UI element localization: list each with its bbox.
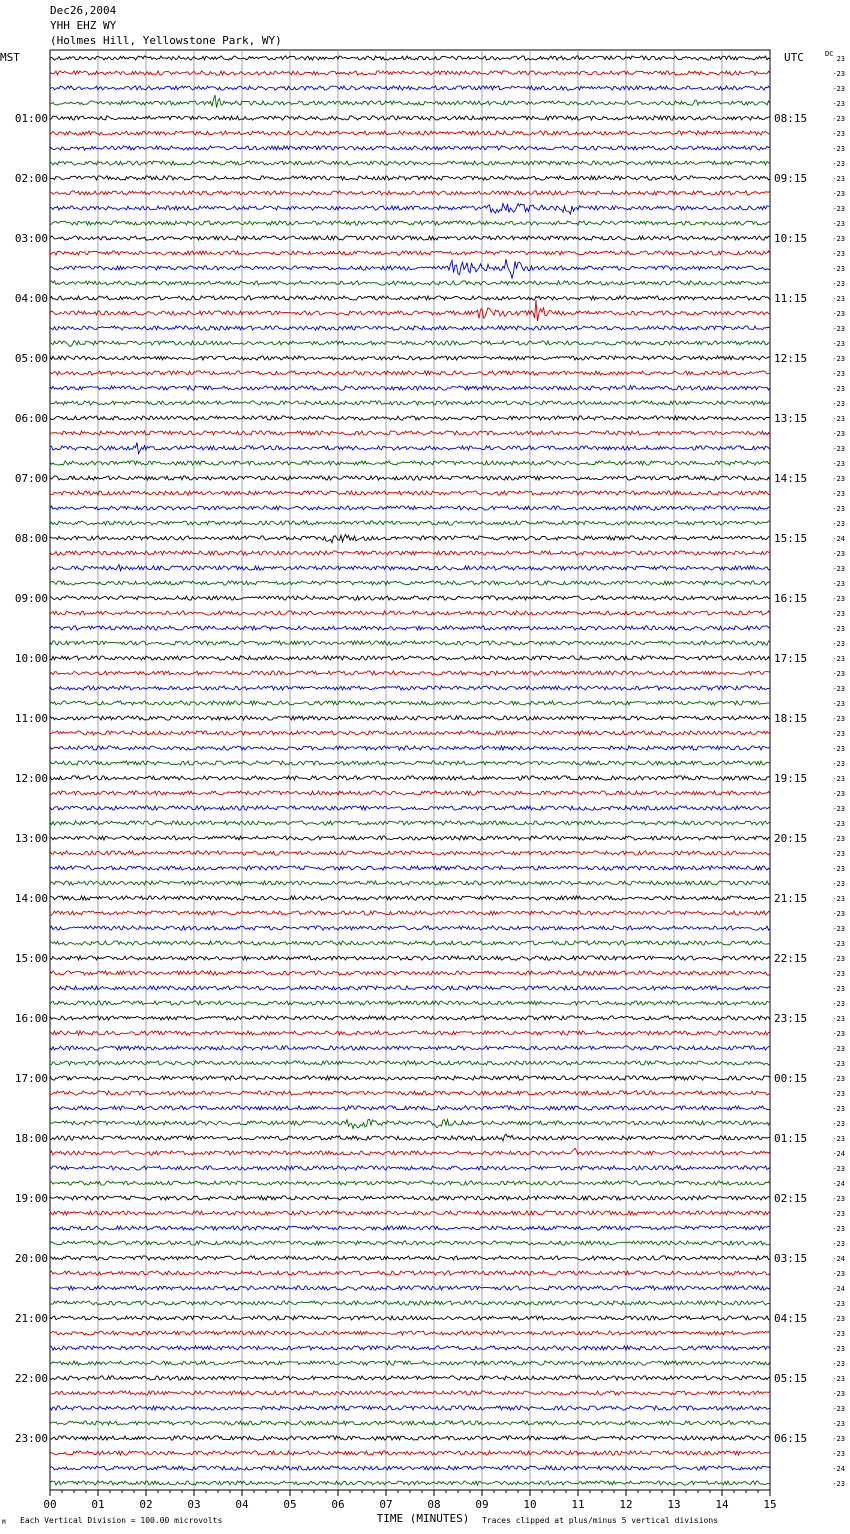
dc-offset-label: -23 xyxy=(832,385,845,393)
dc-offset-label: -23 xyxy=(832,1375,845,1383)
seismic-trace xyxy=(50,851,770,855)
dc-offset-label: -23 xyxy=(832,1405,845,1413)
seismic-trace xyxy=(50,1061,770,1065)
dc-offset-label: -23 xyxy=(832,145,845,153)
seismic-trace xyxy=(50,1346,770,1350)
mst-hour-label: 05:00 xyxy=(14,352,48,365)
dc-offset-label: -23 xyxy=(832,910,845,918)
dc-offset-label: -23 xyxy=(832,685,845,693)
dc-offset-label: -23 xyxy=(832,715,845,723)
dc-offset-label: -23 xyxy=(832,340,845,348)
seismic-trace xyxy=(50,296,770,300)
clip-note: Traces clipped at plus/minus 5 vertical divisions xyxy=(482,1516,719,1525)
seismic-trace xyxy=(50,161,770,165)
dc-offset-label: -23 xyxy=(832,730,845,738)
utc-hour-label: 00:15 xyxy=(774,1072,808,1085)
dc-offset-label: -23 xyxy=(832,745,845,753)
x-tick-label: 05 xyxy=(283,1498,297,1511)
utc-hour-label: 17:15 xyxy=(774,652,808,665)
seismic-trace xyxy=(50,371,770,375)
dc-offset-label: -23 xyxy=(832,280,845,288)
seismic-trace xyxy=(50,581,770,585)
dc-offset-label: -23 xyxy=(832,760,845,768)
utc-hour-label: 18:15 xyxy=(774,712,808,725)
seismic-trace xyxy=(50,611,770,615)
dc-offset-label: -23 xyxy=(832,1360,845,1368)
dc-offset-label: -23 xyxy=(832,805,845,813)
dc-offset-label: -23 xyxy=(832,895,845,903)
mst-hour-label: 08:00 xyxy=(14,532,48,545)
seismic-trace xyxy=(50,131,770,135)
seismic-trace xyxy=(50,776,770,780)
seismic-trace xyxy=(50,326,770,330)
dc-offset-label: -23 xyxy=(832,475,845,483)
dc-offset-label: -23 xyxy=(832,1240,845,1248)
dc-offset-label: -23 xyxy=(832,400,845,408)
seismic-trace xyxy=(50,1031,770,1035)
mst-hour-label: 12:00 xyxy=(14,772,48,785)
utc-hour-label: 04:15 xyxy=(774,1312,808,1325)
dc-offset-label: -24 xyxy=(832,1285,845,1293)
seismic-trace xyxy=(50,821,770,825)
seismic-trace xyxy=(50,191,770,195)
seismic-trace xyxy=(50,431,770,435)
dc-offset-label: -23 xyxy=(832,850,845,858)
seismic-trace xyxy=(50,1106,770,1110)
x-tick-label: 14 xyxy=(715,1498,729,1511)
seismic-trace xyxy=(50,716,770,720)
mst-hour-label: 13:00 xyxy=(14,832,48,845)
dc-offset-label: -23 xyxy=(832,640,845,648)
seismic-trace xyxy=(50,341,770,347)
seismic-trace xyxy=(50,701,770,705)
utc-hour-label: 13:15 xyxy=(774,412,808,425)
utc-hour-label: 05:15 xyxy=(774,1372,808,1385)
dc-offset-label: -23 xyxy=(832,580,845,588)
seismic-trace xyxy=(50,251,770,255)
seismic-trace xyxy=(50,236,770,240)
utc-hour-label: 08:15 xyxy=(774,112,808,125)
seismic-trace xyxy=(50,1421,770,1425)
dc-offset-label: -23 xyxy=(832,1420,845,1428)
dc-offset-label: -23 xyxy=(832,370,845,378)
x-tick-label: 13 xyxy=(667,1498,681,1511)
right-axis-label: UTC xyxy=(784,51,804,64)
seismic-trace xyxy=(50,791,770,795)
dc-offset-label: -23 xyxy=(832,1390,845,1398)
seismic-trace xyxy=(50,986,770,990)
seismic-trace xyxy=(50,476,770,480)
utc-hour-label: 20:15 xyxy=(774,832,808,845)
x-axis-label: TIME (MINUTES) xyxy=(376,1512,470,1525)
dc-offset-label: -23 xyxy=(832,955,845,963)
utc-hour-label: 01:15 xyxy=(774,1132,808,1145)
seismic-trace xyxy=(50,641,770,645)
dc-offset-label: -23 xyxy=(832,220,845,228)
seismic-trace xyxy=(50,535,770,543)
dc-offset-label: -23 xyxy=(832,415,845,423)
seismic-trace xyxy=(50,71,770,75)
seismic-trace xyxy=(50,1076,770,1080)
dc-offset-label: -23 xyxy=(832,205,845,213)
seismic-trace xyxy=(50,176,770,180)
seismic-trace xyxy=(50,259,770,278)
seismic-trace xyxy=(50,1286,770,1290)
seismic-trace xyxy=(50,1331,770,1335)
dc-offset-label: -23 xyxy=(832,1345,845,1353)
dc-offset-label: -23 xyxy=(832,85,845,93)
utc-hour-label: 03:15 xyxy=(774,1252,808,1265)
x-tick-label: 06 xyxy=(331,1498,345,1511)
seismic-trace xyxy=(50,521,770,525)
seismic-trace xyxy=(50,491,770,495)
mst-hour-label: 09:00 xyxy=(14,592,48,605)
seismic-trace xyxy=(50,896,770,900)
seismic-trace xyxy=(50,1436,770,1440)
left-axis-label: MST xyxy=(0,51,20,64)
seismic-trace xyxy=(50,401,770,405)
scale-note: Each Vertical Division = 100.00 microvolts xyxy=(20,1516,223,1525)
dc-offset-label: -23 xyxy=(832,175,845,183)
seismic-trace xyxy=(50,746,770,750)
dc-offset-label: -23 xyxy=(832,295,845,303)
x-tick-label: 10 xyxy=(523,1498,537,1511)
x-tick-label: 02 xyxy=(139,1498,153,1511)
x-tick-label: 11 xyxy=(571,1498,585,1511)
seismic-trace xyxy=(50,911,770,915)
dc-offset-label: -23 xyxy=(832,460,845,468)
dc-offset-label: -23 xyxy=(832,1330,845,1338)
seismic-trace xyxy=(50,1481,770,1485)
utc-hour-label: 15:15 xyxy=(774,532,808,545)
dc-offset-label: -23 xyxy=(832,310,845,318)
dc-offset-label: -23 xyxy=(832,1030,845,1038)
seismic-trace xyxy=(50,1148,770,1155)
x-tick-label: 00 xyxy=(43,1498,57,1511)
seismic-trace xyxy=(50,1361,770,1365)
seismic-trace xyxy=(50,1241,770,1245)
dc-offset-label: -23 xyxy=(832,940,845,948)
station-code: YHH EHZ WY xyxy=(50,19,117,32)
seismic-trace xyxy=(50,416,770,420)
mst-hour-label: 01:00 xyxy=(14,112,48,125)
seismic-trace xyxy=(50,1271,770,1275)
dc-offset-label: -23 xyxy=(832,1315,845,1323)
mst-hour-label: 02:00 xyxy=(14,172,48,185)
mst-hour-label: 04:00 xyxy=(14,292,48,305)
seismic-trace xyxy=(50,1316,770,1320)
dc-offset-label: -23 xyxy=(832,550,845,558)
mst-hour-label: 10:00 xyxy=(14,652,48,665)
seismic-trace xyxy=(50,1376,770,1380)
mst-hour-label: 15:00 xyxy=(14,952,48,965)
seismic-trace xyxy=(50,146,770,150)
corner-mark: M xyxy=(2,1519,6,1526)
dc-offset-label: -23 xyxy=(832,445,845,453)
dc-offset-label: -23 xyxy=(832,265,845,273)
dc-offset-label: -23 xyxy=(832,1060,845,1068)
dc-offset-label: -23 xyxy=(832,1450,845,1458)
dc-offset-label: -23 xyxy=(832,865,845,873)
seismic-trace xyxy=(50,866,770,870)
utc-hour-label: 06:15 xyxy=(774,1432,808,1445)
utc-hour-label: 19:15 xyxy=(774,772,808,785)
dc-offset-label: -23 xyxy=(832,235,845,243)
seismic-trace xyxy=(50,1196,770,1200)
dc-offset-label: -23 xyxy=(832,430,845,438)
dc-offset-label: -23 xyxy=(832,985,845,993)
utc-hour-label: 10:15 xyxy=(774,232,808,245)
seismic-trace xyxy=(50,116,770,120)
utc-hour-label: 09:15 xyxy=(774,172,808,185)
seismic-trace xyxy=(50,1001,770,1005)
dc-offset-label: -23 xyxy=(832,1270,845,1278)
dc-offset-label: -24 xyxy=(832,1180,845,1188)
dc-offset-label: -24 xyxy=(832,535,845,543)
mst-hour-label: 19:00 xyxy=(14,1192,48,1205)
utc-hour-label: 21:15 xyxy=(774,892,808,905)
dc-offset-label: -23 xyxy=(832,115,845,123)
seismic-trace xyxy=(50,86,770,90)
dc-offset-label: -23 xyxy=(832,355,845,363)
seismic-trace xyxy=(50,761,770,765)
dc-offset-label: -23 xyxy=(832,1105,845,1113)
mst-hour-label: 23:00 xyxy=(14,1432,48,1445)
seismic-trace xyxy=(50,281,770,285)
dc-offset-label: -23 xyxy=(832,505,845,513)
seismic-trace xyxy=(50,656,770,660)
dc-offset-label: -23 xyxy=(832,1045,845,1053)
utc-hour-label: 02:15 xyxy=(774,1192,808,1205)
dc-offset-label: -23 xyxy=(832,1480,845,1488)
recording-date: Dec26,2004 xyxy=(50,4,117,17)
seismic-trace xyxy=(50,461,770,465)
mst-hour-label: 11:00 xyxy=(14,712,48,725)
mst-hour-label: 16:00 xyxy=(14,1012,48,1025)
dc-offset-label: -23 xyxy=(832,1015,845,1023)
seismic-trace xyxy=(50,1091,770,1095)
dc-offset-label: -23 xyxy=(832,775,845,783)
mst-hour-label: 07:00 xyxy=(14,472,48,485)
dc-offset-label: -23 xyxy=(832,160,845,168)
seismic-trace xyxy=(50,1391,770,1395)
seismic-trace xyxy=(50,731,770,735)
dc-offset-label: -24 xyxy=(832,1150,845,1158)
utc-hour-label: 22:15 xyxy=(774,952,808,965)
seismic-trace xyxy=(50,1181,770,1185)
dc-offset-label: -24 xyxy=(832,1465,845,1473)
dc-offset-label: -23 xyxy=(832,70,845,78)
seismic-trace xyxy=(50,551,770,555)
seismic-trace xyxy=(50,626,770,630)
dc-offset-label: -23 xyxy=(832,670,845,678)
dc-offset-label: -23 xyxy=(832,1195,845,1203)
dc-offset-label: -23 xyxy=(832,970,845,978)
seismic-trace xyxy=(50,1226,770,1230)
seismic-trace xyxy=(50,1016,770,1020)
dc-offset-label: -23 xyxy=(832,130,845,138)
mst-hour-label: 17:00 xyxy=(14,1072,48,1085)
dc-offset-label: -23 xyxy=(832,790,845,798)
seismic-trace xyxy=(50,1301,770,1305)
mst-hour-label: 22:00 xyxy=(14,1372,48,1385)
dc-offset-label: -23 xyxy=(832,625,845,633)
seismic-trace xyxy=(50,1466,770,1470)
x-tick-label: 04 xyxy=(235,1498,249,1511)
mst-hour-label: 06:00 xyxy=(14,412,48,425)
x-tick-label: 12 xyxy=(619,1498,633,1511)
seismic-trace xyxy=(50,221,770,225)
seismic-trace xyxy=(50,442,770,453)
x-tick-label: 07 xyxy=(379,1498,393,1511)
seismic-trace xyxy=(50,1406,770,1410)
dc-offset-label: -24 xyxy=(832,1255,845,1263)
dc-offset-label: -23 xyxy=(832,1435,845,1443)
seismic-trace xyxy=(50,386,770,390)
mst-hour-label: 14:00 xyxy=(14,892,48,905)
mst-hour-label: 21:00 xyxy=(14,1312,48,1325)
dc-offset-label: -23 xyxy=(832,880,845,888)
dc-offset-label: -23 xyxy=(832,1225,845,1233)
dc-offset-label: -23 xyxy=(832,700,845,708)
dc-offset-label: -23 xyxy=(832,1120,845,1128)
dc-offset-label: -23 xyxy=(832,190,845,198)
seismic-trace xyxy=(50,941,770,945)
dc-offset-label: -23 xyxy=(832,820,845,828)
seismic-trace xyxy=(50,1451,770,1455)
x-tick-label: 08 xyxy=(427,1498,441,1511)
x-tick-label: 15 xyxy=(763,1498,777,1511)
utc-hour-label: 11:15 xyxy=(774,292,808,305)
mst-hour-label: 03:00 xyxy=(14,232,48,245)
seismic-trace xyxy=(50,1211,770,1215)
seismic-trace xyxy=(50,926,770,930)
seismic-trace xyxy=(50,56,770,60)
seismic-trace xyxy=(50,356,770,360)
seismic-trace xyxy=(50,1256,770,1260)
seismic-trace xyxy=(50,300,770,321)
seismic-trace xyxy=(50,836,770,840)
dc-offset-label: -23 xyxy=(832,1075,845,1083)
seismic-trace xyxy=(50,1134,770,1141)
utc-hour-label: 14:15 xyxy=(774,472,808,485)
dc-offset-label: -23 xyxy=(832,610,845,618)
dc-offset-label: -23 xyxy=(832,520,845,528)
dc-offset-label: -23 xyxy=(832,835,845,843)
x-tick-label: 09 xyxy=(475,1498,489,1511)
utc-hour-label: 16:15 xyxy=(774,592,808,605)
seismic-trace xyxy=(50,971,770,975)
dc-offset-label: -23 xyxy=(832,1135,845,1143)
seismic-trace xyxy=(50,956,770,960)
dc-offset-label: -23 xyxy=(832,925,845,933)
seismic-trace xyxy=(50,806,770,810)
mst-hour-label: 20:00 xyxy=(14,1252,48,1265)
seismic-trace xyxy=(50,95,770,108)
x-tick-label: 01 xyxy=(91,1498,105,1511)
utc-hour-label: 23:15 xyxy=(774,1012,808,1025)
dc-offset-label: -23 xyxy=(832,1090,845,1098)
dc-label: DC xyxy=(825,50,834,58)
dc-offset-label: -23 xyxy=(832,595,845,603)
seismic-trace xyxy=(50,506,770,510)
dc-offset-label: -23 xyxy=(832,100,845,108)
dc-offset-label: -23 xyxy=(832,1210,845,1218)
seismic-trace xyxy=(50,204,770,215)
dc-offset-label: -23 xyxy=(832,565,845,573)
utc-hour-label: 12:15 xyxy=(774,352,808,365)
x-tick-label: 03 xyxy=(187,1498,201,1511)
mst-hour-label: 18:00 xyxy=(14,1132,48,1145)
dc-offset-label: 23 xyxy=(836,55,845,63)
seismic-trace xyxy=(50,565,770,571)
seismic-trace xyxy=(50,596,770,600)
dc-offset-label: -23 xyxy=(832,1300,845,1308)
seismic-trace xyxy=(50,1046,770,1050)
dc-offset-label: -23 xyxy=(832,1165,845,1173)
seismic-trace xyxy=(50,671,770,675)
dc-offset-label: -23 xyxy=(832,325,845,333)
seismic-trace xyxy=(50,1166,770,1170)
seismic-trace xyxy=(50,881,770,885)
seismic-trace xyxy=(50,1119,770,1128)
station-location: (Holmes Hill, Yellowstone Park, WY) xyxy=(50,34,282,47)
seismic-trace xyxy=(50,686,770,690)
dc-offset-label: -23 xyxy=(832,655,845,663)
dc-offset-label: -23 xyxy=(832,1000,845,1008)
dc-offset-label: -23 xyxy=(832,250,845,258)
dc-offset-label: -23 xyxy=(832,490,845,498)
